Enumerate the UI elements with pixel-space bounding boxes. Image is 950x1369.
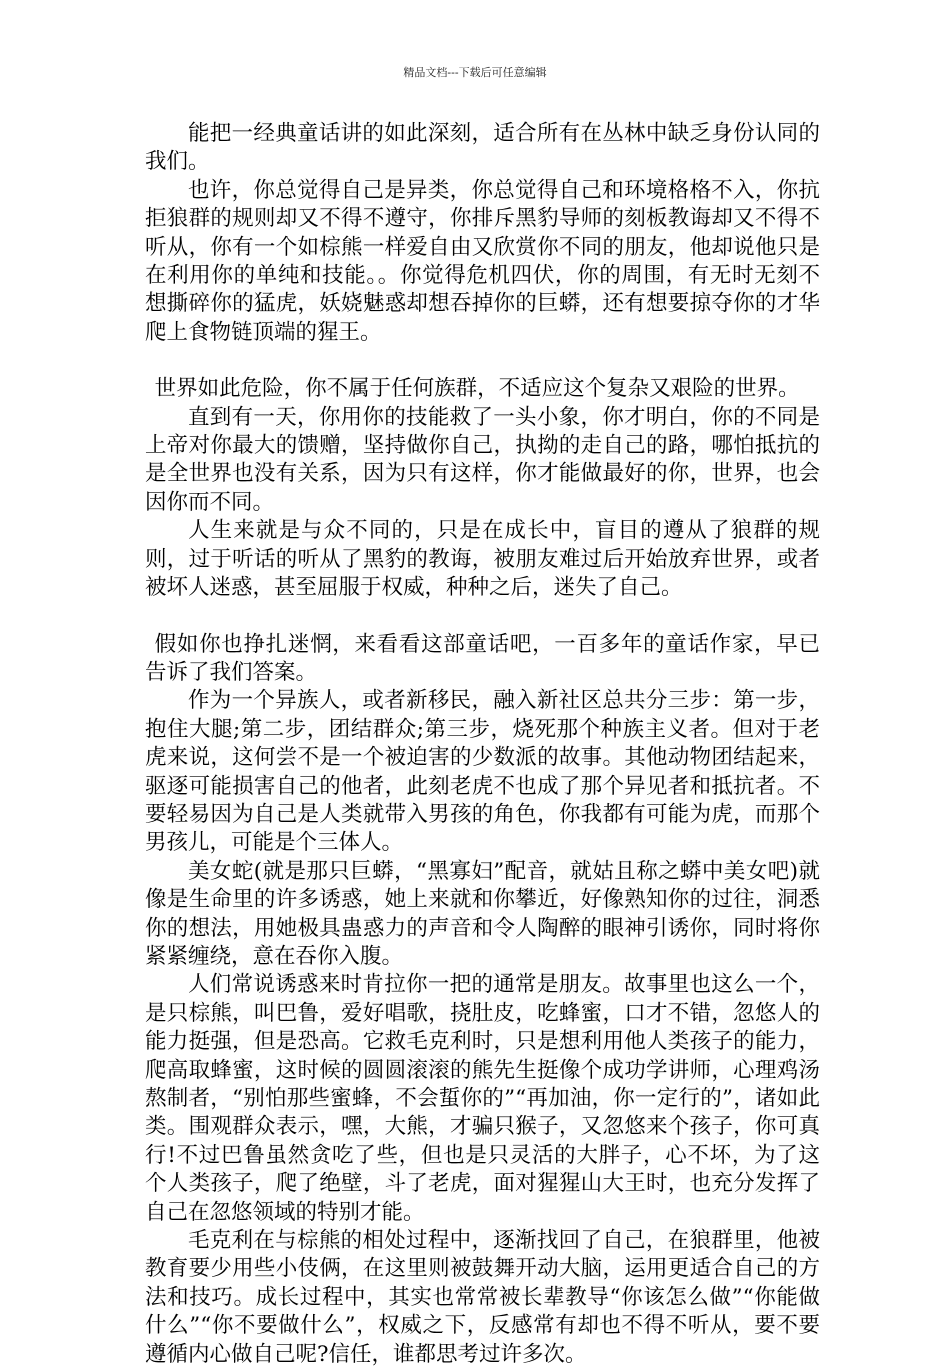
paragraph: 毛克利在与棕熊的相处过程中，逐渐找回了自己，在狼群里，他被教育要少用些小伎俩，在这里则被鼓舞开动大脑，运用更适合自己的方法和技巧。成长过程中，其实也常常被长辈教导“你该怎么做”“你能做什么”“你不要做什么”，权威之下，反感常有却也不得不听从，要不要遵循内心做自己呢?信任，谁都思考过许多次。 (145, 1228, 820, 1367)
article-body (145, 120, 820, 1369)
paragraph: 美女蛇(就是那只巨蟒，“黑寡妇”配音，就姑且称之蟒中美女吧)就像是生命里的许多诱惑，她上来就和你攀近，好像熟知你的过往，洞悉你的想法，用她极具蛊惑力的声音和令人陶醉的眼神引诱你，同时将你紧紧缠绕，意在吞你入腹。 (145, 858, 820, 969)
paragraph: 直到有一天，你用你的技能救了一头小象，你才明白，你的不同是上帝对你最大的馈赠，坚持做你自己，执拗的走自己的路，哪怕抵抗的是全世界也没有关系，因为只有这样，你才能做最好的你，世界，也会因你而不同。 (145, 404, 820, 515)
paragraph: 作为一个异族人，或者新移民，融入新社区总共分三步：第一步，抱住大腿;第二步，团结群众;第三步，烧死那个种族主义者。但对于老虎来说，这何尝不是一个被迫害的少数派的故事。其他动物团结起来，驱逐可能损害自己的他者，此刻老虎不也成了那个异见者和抵抗者。不要轻易因为自己是人类就带入男孩的角色，你我都有可能为虎，而那个男孩儿，可能是个三体人。 (145, 688, 820, 856)
paragraph: 能把一经典童话讲的如此深刻，适合所有在丛林中缺乏身份认同的我们。 (145, 121, 820, 175)
paragraph: 假如你也挣扎迷惘，来看看这部童话吧，一百多年的童话作家，早已告诉了我们答案。 (145, 631, 820, 685)
paragraph: 世界如此危险，你不属于任何族群，不适应这个复杂又艰险的世界。 (154, 376, 800, 402)
paragraph: 人们常说诱惑来时肯拉你一把的通常是朋友。故事里也这么一个，是只棕熊，叫巴鲁，爱好唱歌，挠肚皮，吃蜂蜜，口才不错，忽悠人的能力挺强，但是恐高。它救毛克利时，只是想利用他人类孩子的能力，爬高取蜂蜜，这时候的圆圆滚滚的熊先生挺像个成功学讲师，心理鸡汤熬制者，“别怕那些蜜蜂，不会蜇你的”“再加油，你一定行的”，诸如此类。围观群众表示，嘿，大熊，才骗只猴子，又忽悠来个孩子，你可真行!不过巴鲁虽然贪吃了些，但也是只灵活的大胖子，心不坏，为了这个人类孩子，爬了绝壁，斗了老虎，面对猩猩山大王时，也充分发挥了自己在忽悠领域的特别才能。 (145, 972, 820, 1225)
paragraph: 人生来就是与众不同的，只是在成长中，盲目的遵从了狼群的规则，过于听话的听从了黑豹的教诲，被朋友难过后开始放弃世界，或者被坏人迷惑，甚至屈服于权威，种种之后，迷失了自己。 (145, 518, 820, 601)
page-header: 精品文档---下载后可任意编辑 (403, 66, 547, 79)
paragraph: 也许，你总觉得自己是异类，你总觉得自己和环境格格不入，你抗拒狼群的规则却又不得不遵守，你排斥黑豹导师的刻板教诲却又不得不听从，你有一个如棕熊一样爱自由又欣赏你不同的朋友，他却说他只是在利用你的单纯和技能。。你觉得危机四伏，你的周围，有无时无刻不想撕碎你的猛虎，妖娆魅惑却想吞掉你的巨蟒，还有想要掠夺你的才华爬上食物链顶端的猩王。 (145, 177, 820, 345)
